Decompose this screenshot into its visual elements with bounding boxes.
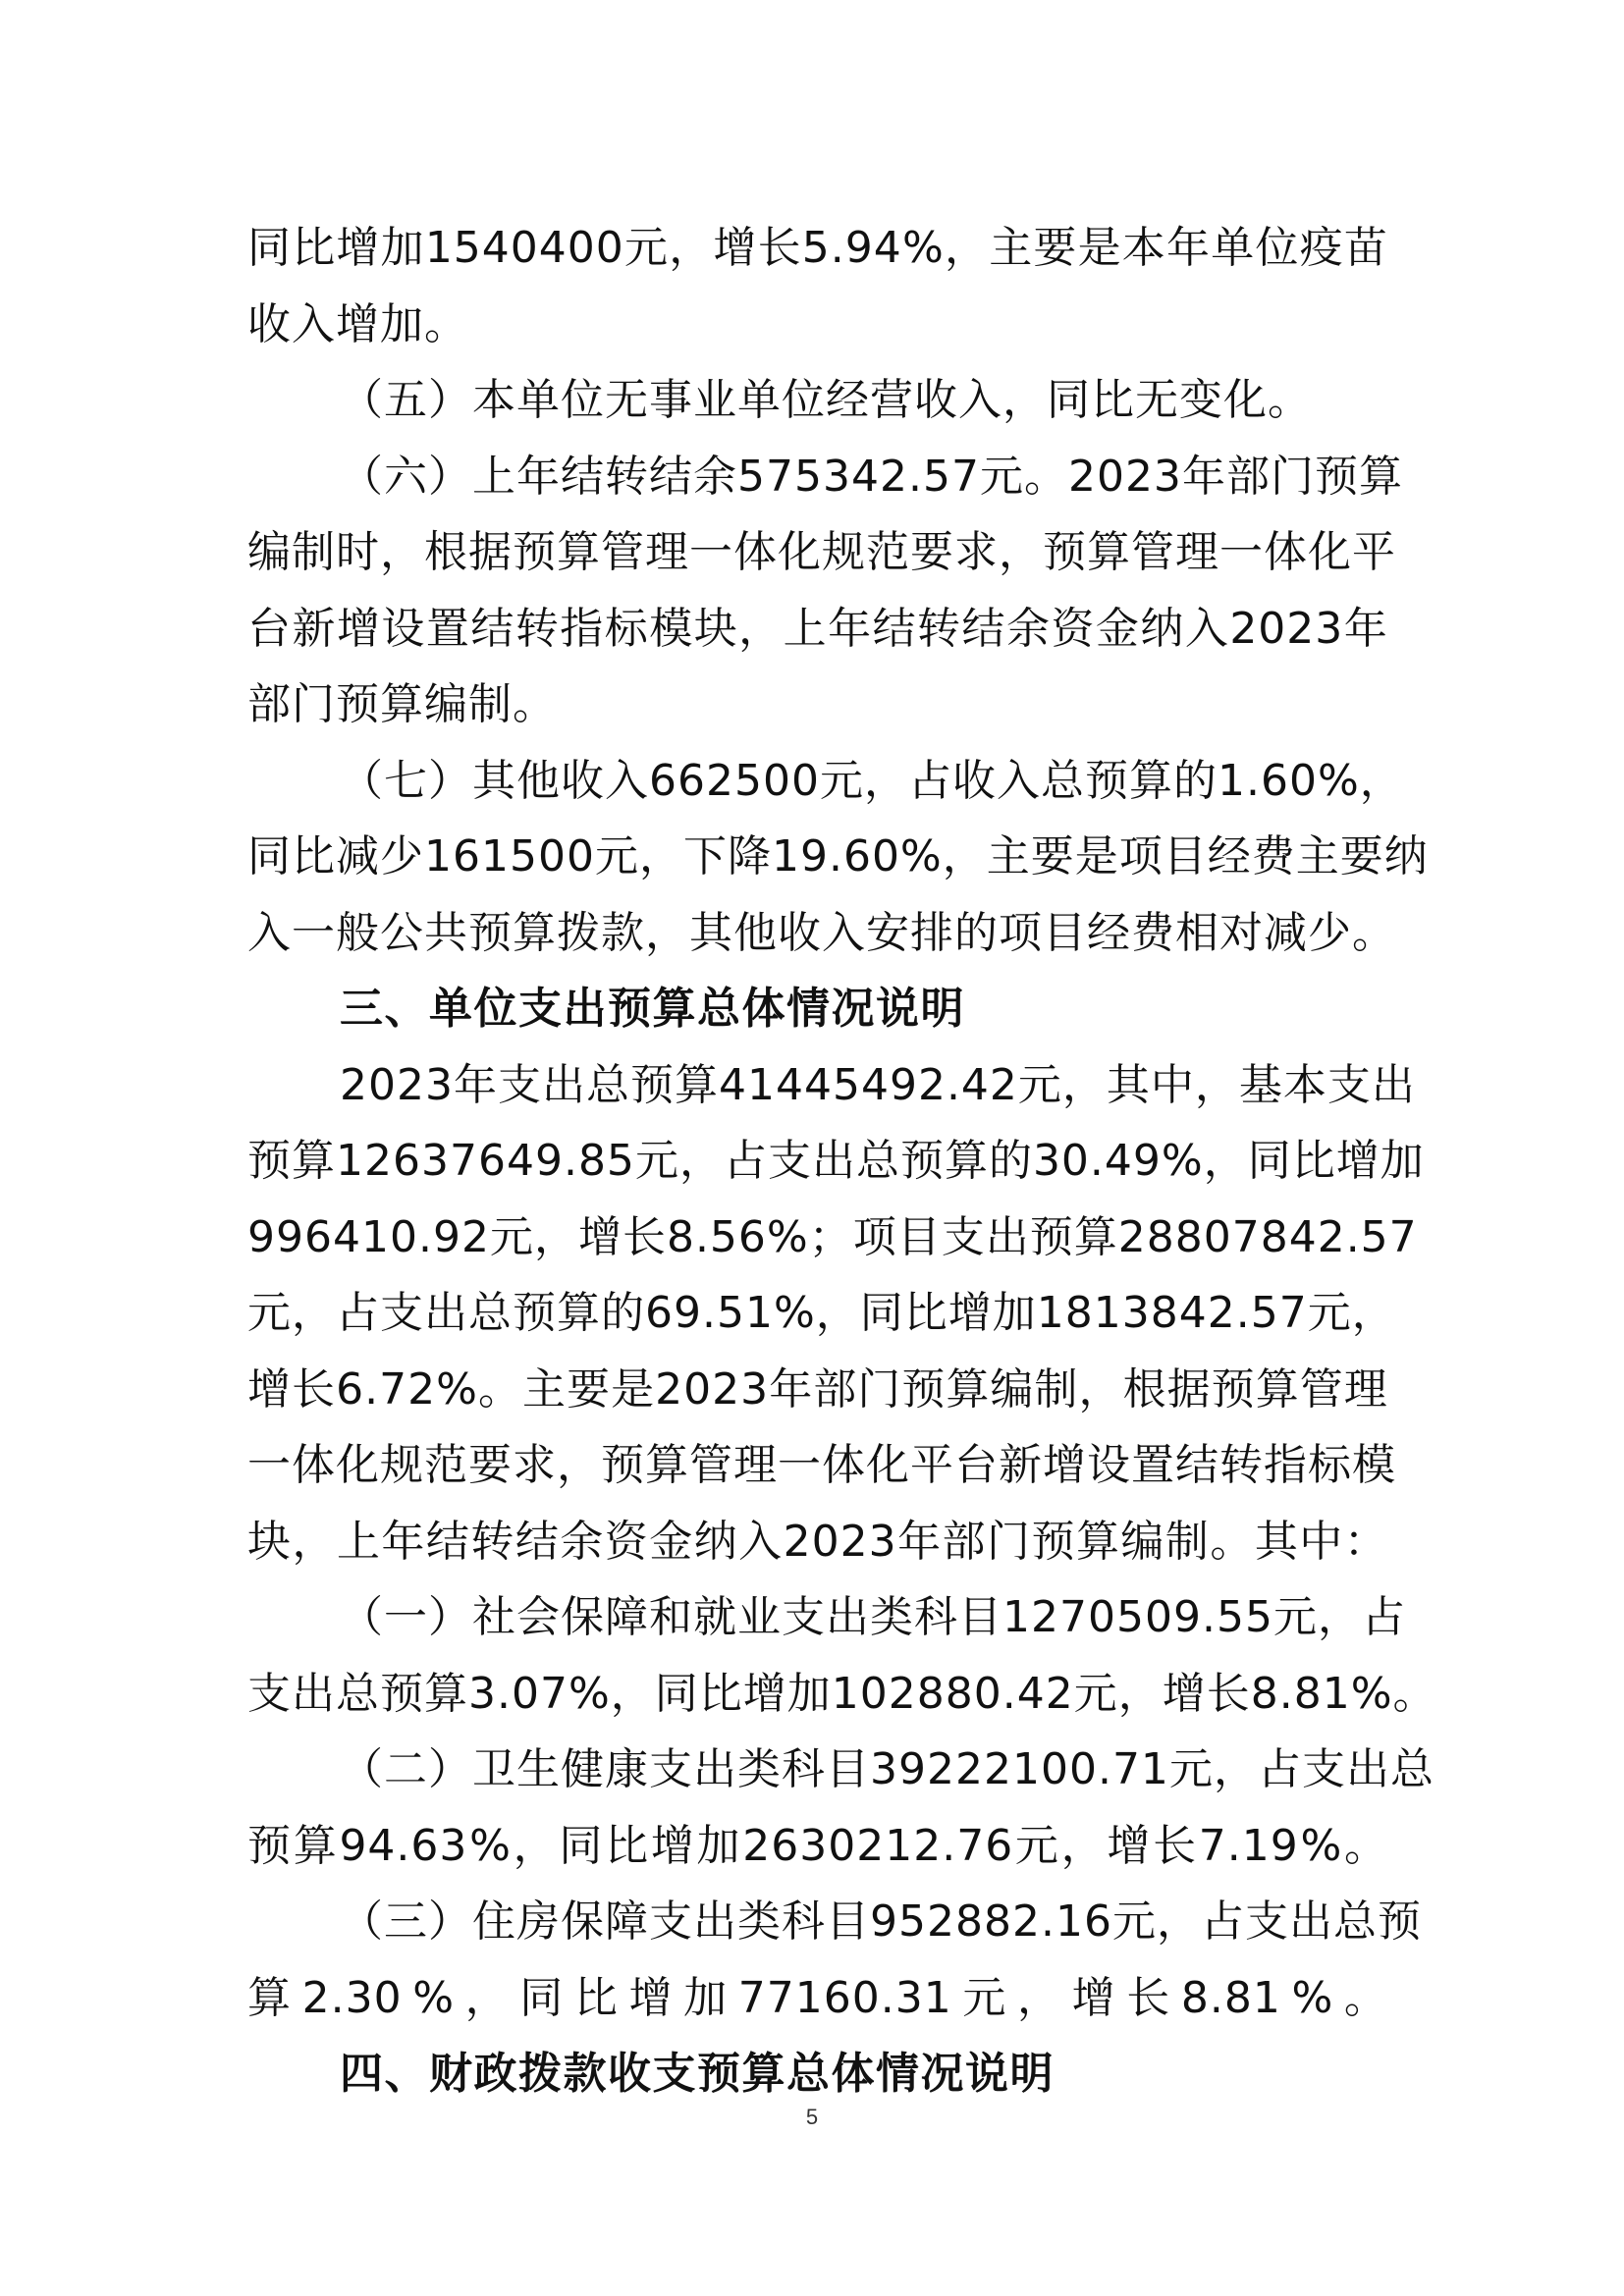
line-text: 996410.92 元 ， 增 长 8.56 % ； 项 目 支 出 预 算 28807842.57 — [247, 1211, 1418, 1262]
line-text: 2023 年 支 出 总 预 算 41445492.42 元 ， 其 中 ， 基 本 支 出 — [340, 1059, 1416, 1110]
line-text: 台 新 增 设 置 结 转 指 标 模 块 ， 上 年 结 转 结 余 资 金 纳 入 2023 年 — [247, 603, 1388, 654]
text-line — [247, 1884, 1422, 1960]
text-line — [247, 1656, 1437, 1733]
line-text: （五）本单位无事业单位经营收入，同比无变化。 — [340, 375, 1312, 425]
line-text: 收入增加。 — [247, 298, 468, 349]
text-line — [247, 819, 1429, 895]
line-text: 支 出 总 预 算 3.07 % ， 同 比 增 加 102880.42 元 ， 增 长 8.81 % 。 — [247, 1668, 1437, 1719]
line-text: （ 一 ） 社 会 保 障 和 就 业 支 出 类 科 目 1270509.55 元 ， 占 — [340, 1592, 1406, 1642]
line-text: 入 一 般 公 共 预 算 拨 款 ， 其 他 收 入 安 排 的 项 目 经 费 相 对 减 少 。 — [247, 907, 1396, 958]
line-text: 算 2.30 % ， 同 比 增 加 77160.31 元 ， 增 长 8.81 % 。 — [247, 1972, 1388, 2023]
line-text: 一 体 化 规 范 要 求 ， 预 算 管 理 一 体 化 平 台 新 增 设 置 结 转 指 标 模 — [247, 1440, 1396, 1490]
line-text: 增 长 6.72 % 。 主 要 是 2023 年 部 门 预 算 编 制 ， 根 据 预 算 管 理 — [247, 1363, 1388, 1415]
section-heading — [247, 2036, 1388, 2112]
text-line — [247, 895, 1396, 972]
text-line — [247, 743, 1404, 820]
text-line — [247, 1200, 1418, 1276]
text-line — [247, 362, 1388, 439]
text-line — [247, 1275, 1396, 1352]
text-line — [247, 1808, 1388, 1885]
text-line — [247, 1123, 1425, 1200]
line-text: （ 七 ） 其 他 收 入 662500 元 ， 占 收 入 总 预 算 的 1.60 % ， — [340, 755, 1404, 806]
text-line — [247, 1732, 1435, 1808]
page-number: 5 — [805, 2105, 819, 2129]
text-line — [247, 439, 1403, 515]
line-text: 预 算 94.63 % ， 同 比 增 加 2630212.76 元 ， 增 长 7.19 % 。 — [247, 1820, 1388, 1871]
text-line — [247, 514, 1396, 591]
text-line — [247, 667, 1388, 743]
text-line — [247, 1579, 1406, 1656]
heading-text: 三、单位支出预算总体情况说明 — [340, 984, 965, 1034]
heading-text: 四、财政拨款收支预算总体情况说明 — [340, 2049, 1055, 2099]
text-line — [247, 591, 1388, 667]
text-line — [247, 1047, 1416, 1124]
line-text: （ 二 ） 卫 生 健 康 支 出 类 科 目 39222100.71 元 ， 占 支 出 总 — [340, 1744, 1435, 1794]
text-line — [247, 210, 1388, 287]
section-heading — [247, 971, 1388, 1047]
text-line — [247, 1352, 1388, 1428]
line-text: 同 比 减 少 161500 元 ， 下 降 19.60% ， 主 要 是 项 目 经 费 主 要 纳 — [247, 831, 1429, 881]
line-text: （ 六 ） 上 年 结 转 结 余 575342.57 元 。 2023 年 部 门 预 算 — [340, 451, 1403, 502]
text-line — [247, 1960, 1388, 2037]
line-text: 部门预算编制。 — [247, 679, 557, 729]
body-text — [247, 210, 1437, 2112]
line-text: （ 三 ） 住 房 保 障 支 出 类 科 目 952882.16 元 ， 占 支 出 总 预 — [340, 1896, 1422, 1947]
line-text: 预 算 12637649.85 元 ， 占 支 出 总 预 算 的 30.49 % ， 同 比 增 加 — [247, 1136, 1425, 1186]
line-text: 元 ， 占 支 出 总 预 算 的 69.51 % ， 同 比 增 加 1813842.57 元 ， — [247, 1288, 1396, 1338]
text-line — [247, 1427, 1396, 1504]
line-text: 编 制 时 ， 根 据 预 算 管 理 一 体 化 规 范 要 求 ， 预 算 管 理 一 体 化 平 — [247, 527, 1396, 577]
text-line — [247, 1504, 1388, 1580]
line-text: 同 比 增 加 1540400 元 ， 增 长 5.94 % ， 主 要 是 本 年 单 位 疫 苗 — [247, 223, 1388, 273]
text-line — [247, 287, 1388, 363]
line-text: 块 ， 上 年 结 转 结 余 资 金 纳 入 2023 年 部 门 预 算 编 制 。 其 中 ： — [247, 1516, 1388, 1567]
